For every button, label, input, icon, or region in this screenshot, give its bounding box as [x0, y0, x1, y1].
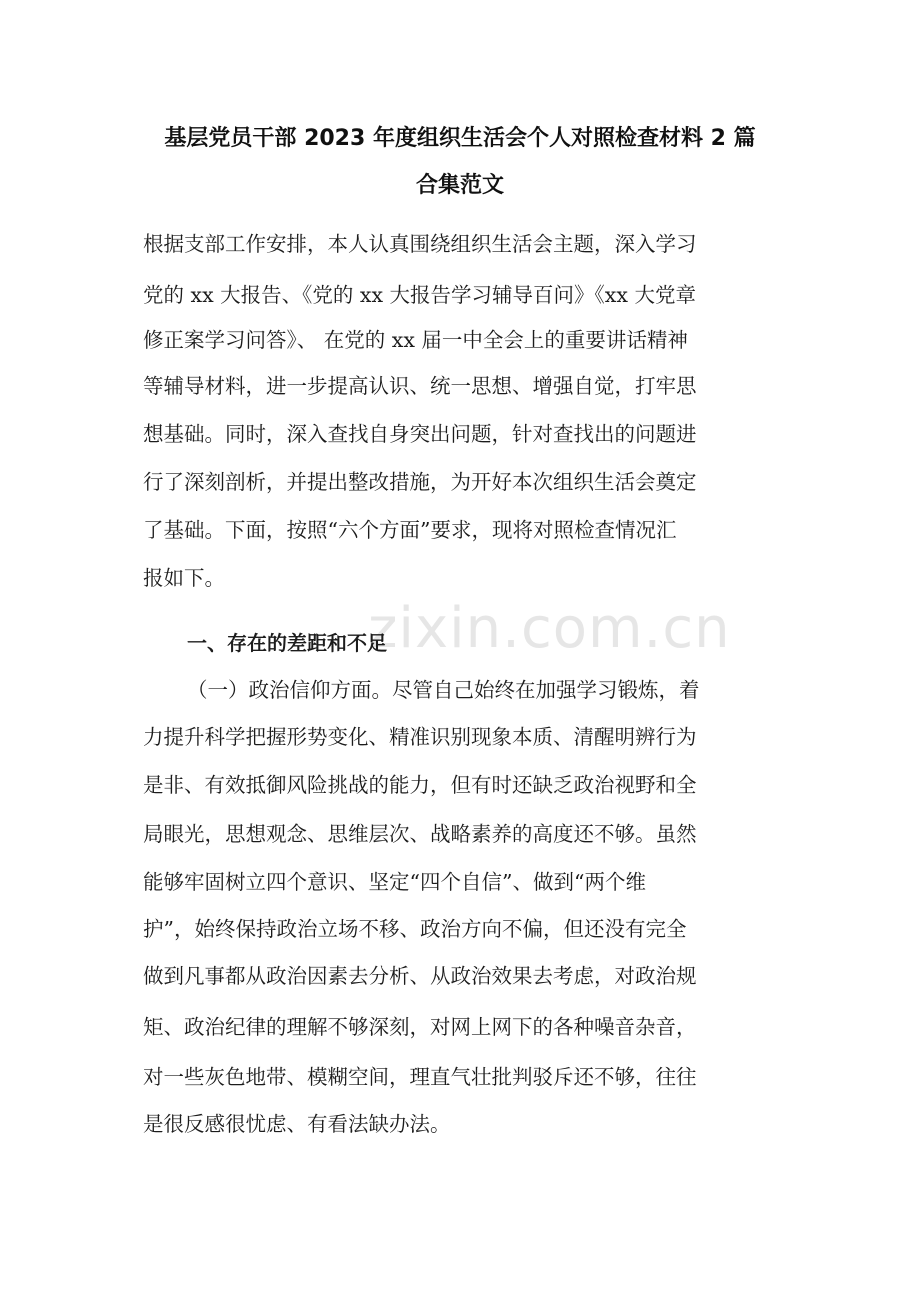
document-title-line-1: 基层党员干部 2023 年度组织生活会个人对照检查材料 2 篇	[164, 126, 756, 151]
document-title-line-2: 合集范文	[415, 173, 504, 198]
section-line: 能够牢固树立四个意识、坚定“四个自信”、做到“两个维	[143, 870, 646, 894]
section-line: 做到凡事都从政治因素去分析、从政治效果去考虑，对政治规	[143, 964, 697, 988]
section-line: 对一些灰色地带、模糊空间，理直气壮批判驳斥还不够，往往	[143, 1065, 697, 1089]
intro-line: 修正案学习问答》、 在党的 xx 届一中全会上的重要讲话精神	[143, 328, 688, 352]
intro-line: 行了深刻剖析，并提出整改措施，为开好本次组织生活会奠定	[143, 470, 697, 494]
intro-line: 报如下。	[143, 566, 225, 590]
section-heading: 一、存在的差距和不足	[187, 631, 387, 655]
section-line: 护”，始终保持政治立场不移、政治方向不偏，但还没有完全	[143, 917, 687, 941]
section-line: 是很反感很忧虑、有看法缺办法。	[143, 1112, 451, 1136]
section-line: （一）政治信仰方面。尽管自己始终在加强学习锻炼，着	[187, 678, 700, 702]
watermark-text: zixin.com.cn	[368, 596, 731, 661]
intro-line: 等辅导材料，进一步提高认识、统一思想、增强自觉，打牢思	[143, 374, 697, 398]
intro-line: 党的 xx 大报告、《党的 xx 大报告学习辅导百问》《xx 大党章	[143, 283, 696, 307]
section-line: 矩、政治纪律的理解不够深刻，对网上网下的各种噪音杂音，	[143, 1015, 697, 1039]
section-line: 是非、有效抵御风险挑战的能力，但有时还缺乏政治视野和全	[143, 773, 697, 797]
section-line: 力提升科学把握形势变化、精准识别现象本质、清醒明辨行为	[143, 725, 697, 749]
section-line: 局眼光，思想观念、思维层次、战略素养的高度还不够。虽然	[143, 822, 697, 846]
intro-line: 了基础。下面，按照“六个方面”要求，现将对照检查情况汇	[143, 518, 677, 542]
intro-line: 想基础。同时，深入查找自身突出问题，针对查找出的问题进	[143, 422, 697, 446]
intro-line: 根据支部工作安排，本人认真围绕组织生活会主题，深入学习	[143, 232, 697, 256]
